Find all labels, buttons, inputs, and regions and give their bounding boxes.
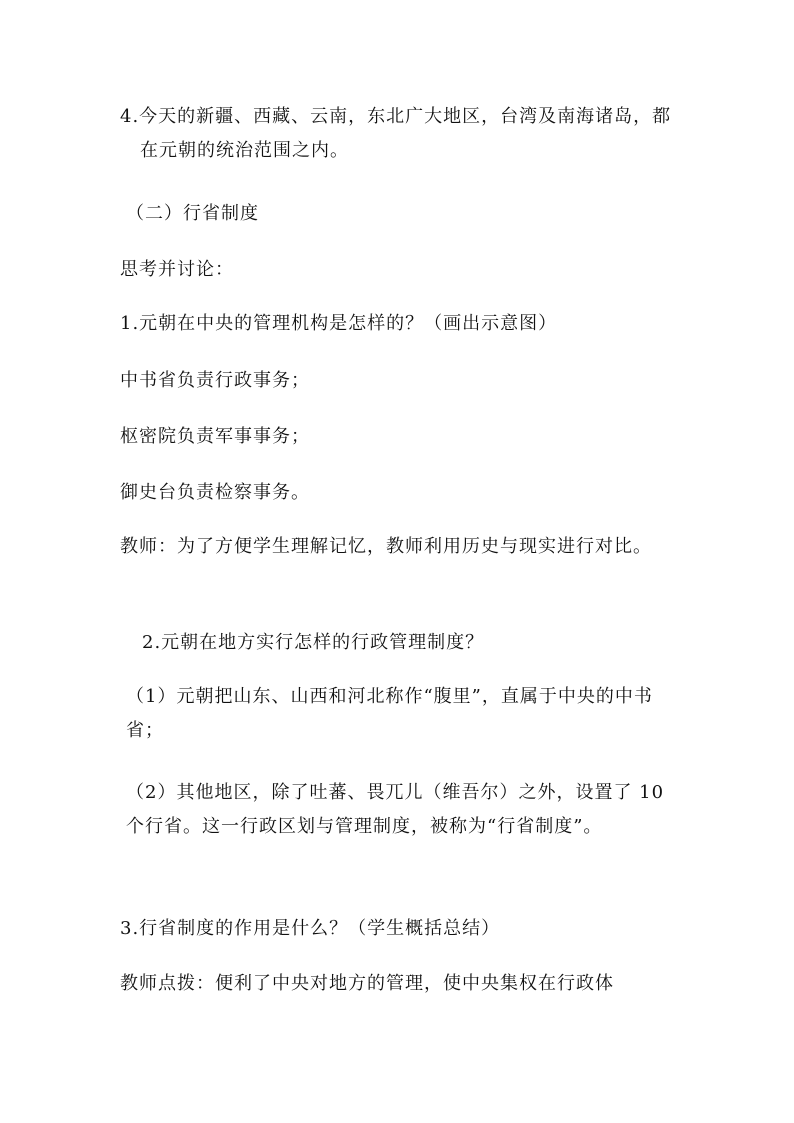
paragraph-shumi: 枢密院负责军事事务；: [120, 426, 310, 447]
paragraph-fuli: （1）元朝把山东、山西和河北称作“腹里”，直属于中央的中书省；: [126, 686, 653, 741]
paragraph-provinces: （2）其他地区，除了吐蕃、畏兀儿（维吾尔）之外，设置了 10 个行省。这一行政区划与管理制度，被称为“行省制度”。: [126, 782, 665, 837]
paragraph-teacher-comparison: 教师：为了方便学生理解记忆，教师利用历史与现实进行对比。: [120, 536, 652, 557]
question-local-administration: 2.元朝在地方实行怎样的行政管理制度？: [142, 632, 485, 653]
paragraph-yushi: 御史台负责检察事务。: [120, 482, 310, 503]
paragraph-territory: 4.今天的新疆、西藏、云南，东北广大地区，台湾及南海诸岛，都在元朝的统治范围之内。: [120, 106, 672, 161]
question-central-organs: 1.元朝在中央的管理机构是怎样的？（画出示意图）: [120, 313, 558, 334]
paragraph-teacher-guidance: 教师点拨：便利了中央对地方的管理，使中央集权在行政体: [120, 973, 614, 994]
paragraph-discussion-prompt: 思考并讨论：: [120, 259, 234, 280]
paragraph-zhongshu: 中书省负责行政事务；: [120, 370, 310, 391]
question-province-function: 3.行省制度的作用是什么？（学生概括总结）: [120, 918, 501, 939]
section-heading-province-system: （二）行省制度: [126, 203, 259, 224]
